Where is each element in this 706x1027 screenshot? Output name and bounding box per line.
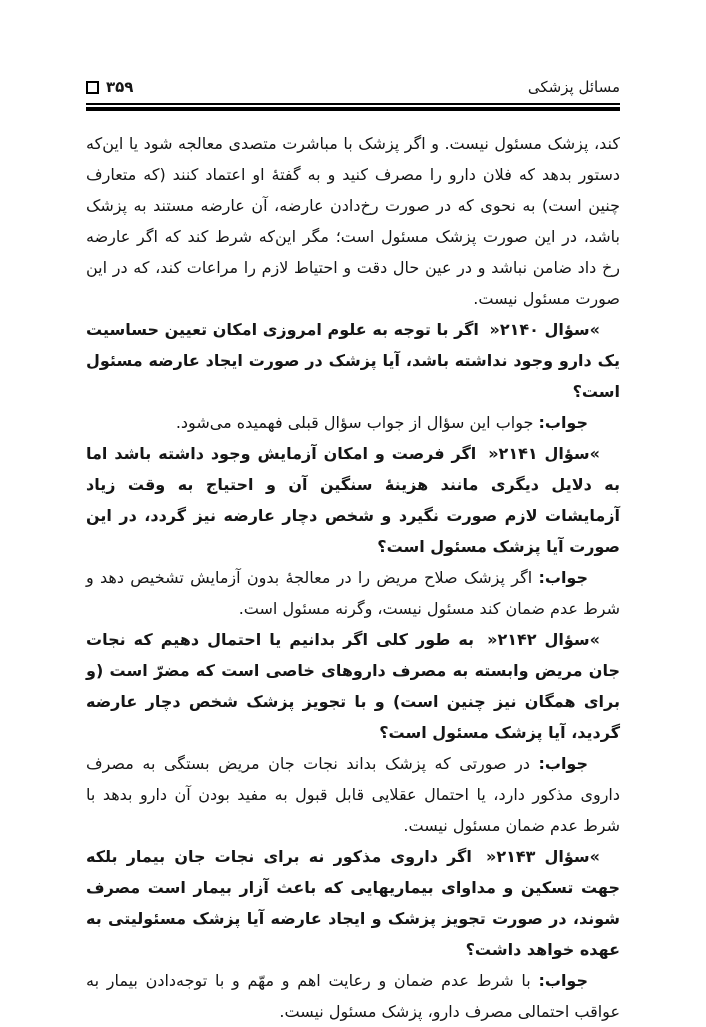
running-head-title: مسائل پزشکی <box>527 78 620 96</box>
question-2142-marker: »سؤال ۲۱۴۲« <box>487 630 600 649</box>
page-body <box>86 128 620 1027</box>
answer-2141 <box>86 562 620 624</box>
question-2142-text: به طور کلی اگر بدانیم یا احتمال دهیم که نجات جان مریض وابسته به مصرف داروهای خاصی است که مضرّ است (و برای همگان نیز چنین است) و با تجویز پزشک شخص دچار عارضه گردید، آیا پزشک مسئول است؟ <box>86 630 620 742</box>
page-header <box>86 70 620 96</box>
answer-2140 <box>86 407 620 438</box>
answer-2143-label: جواب: <box>538 971 588 990</box>
answer-2142 <box>86 748 620 841</box>
question-2141-text: اگر فرصت و امکان آزمایش وجود داشته باشد اما به دلایل دیگری مانند هزینهٔ سنگین آن و احتیاج به وقت زیاد آزمایشات لازم صورت نگیرد و شخص دچار عارضه نیز گردد، در این صورت آیا پزشک مسئول است؟ <box>86 444 620 556</box>
answer-2141-label: جواب: <box>538 568 588 587</box>
question-2140 <box>86 314 620 407</box>
question-2140-marker: »سؤال ۲۱۴۰« <box>489 320 601 339</box>
question-2143-text: اگر داروی مذکور نه برای نجات جان بیمار بلکه جهت تسکین و مداوای بیماریهایی که باعث آزار بیمار است مصرف شوند، در صورت تجویز پزشک و ایجاد عارضه آیا پزشک مسئولیتی به عهده خواهد داشت؟ <box>86 847 620 959</box>
header-rule-thin <box>86 103 620 105</box>
answer-2143-text: با شرط عدم ضمان و رعایت اهم و مهّم و با توجه‌دادن بیمار به عواقب احتمالی مصرف دارو، پزشک مسئول نیست. <box>86 971 620 1021</box>
question-2142 <box>86 624 620 748</box>
answer-2142-text: در صورتی که پزشک بداند نجات جان مریض بستگی به مصرف داروی مذکور دارد، یا احتمال عقلایی قابل قبول به مفید بودن آن دارو بدهد با شرط عدم ضمان مسئول نیست. <box>86 754 620 835</box>
answer-2140-label: جواب: <box>538 413 588 432</box>
question-2140-text: اگر با توجه به علوم امروزی امکان تعیین حساسیت یک دارو وجود نداشته باشد، آیا پزشک در صورت ایجاد عارضه مسئول است؟ <box>86 320 620 401</box>
answer-2142-label: جواب: <box>538 754 588 773</box>
answer-2140-text: جواب این سؤال از جواب سؤال قبلی فهمیده می‌شود. <box>175 413 539 432</box>
page-number: ۳۵۹ <box>106 78 134 96</box>
answer-2141-text: اگر پزشک صلاح مریض را در معالجهٔ بدون آزمایش تشخیص دهد و شرط عدم ضمان کند مسئول نیست، وگرنه مسئول است. <box>86 568 620 618</box>
question-2141 <box>86 438 620 562</box>
header-rule-thick <box>86 107 620 111</box>
paragraph-continuation: کند، پزشک مسئول نیست. و اگر پزشک با مباشرت متصدی معالجه شود یا این‌که دستور بدهد که فلان دارو را مصرف کنید و به گفتهٔ او اعتماد کنند (که متعارف چنین است) به نحوی که در صورت رخ‌دادن عارضه، آن عارضه مستند به پزشک باشد، در این صورت پزشک مسئول است؛ مگر این‌که شرط کند که اگر عارضه رخ داد ضامن نباشد و در عین حال دقت و احتیاط لازم را مراعات کند، که در این صورت مسئول نیست. <box>86 134 620 308</box>
square-marker-icon <box>86 81 99 94</box>
question-2141-marker: »سؤال ۲۱۴۱« <box>488 444 601 463</box>
answer-2143 <box>86 965 620 1027</box>
page-number-group <box>86 78 133 96</box>
question-2143 <box>86 841 620 965</box>
question-2143-marker: »سؤال ۲۱۴۳« <box>485 847 600 866</box>
